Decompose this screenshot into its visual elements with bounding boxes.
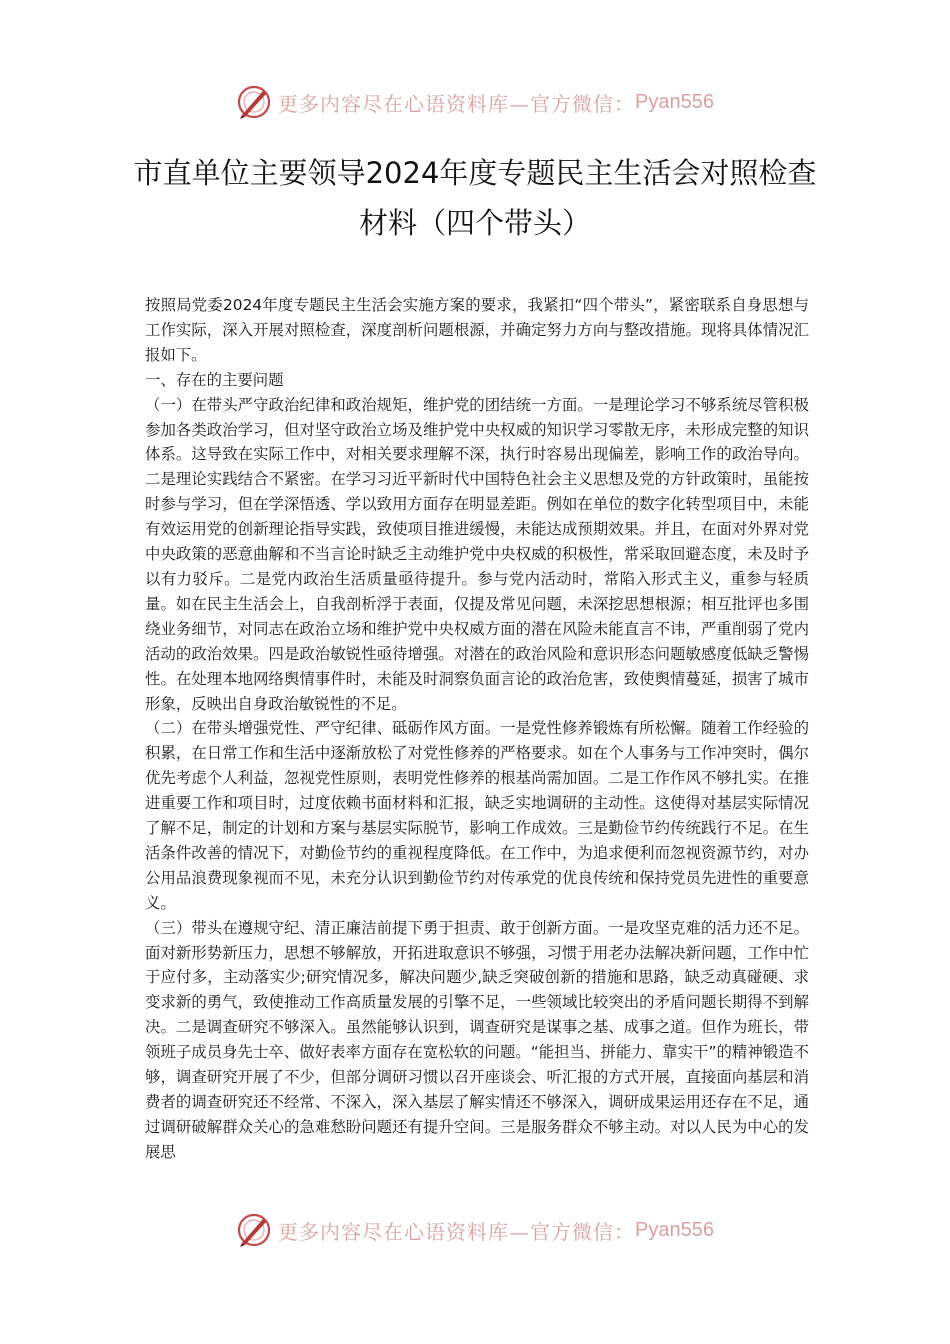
watermark-text: 更多内容尽在心语资料库—官方微信： bbox=[278, 1219, 636, 1244]
watermark-text: 更多内容尽在心语资料库—官方微信： bbox=[278, 91, 636, 116]
pen-logo-icon bbox=[236, 1212, 272, 1248]
pen-logo-icon bbox=[236, 84, 272, 120]
paragraph-2: （二）在带头增强党性、严守纪律、砥砺作风方面。一是党性修养锻炼有所松懈。随着工作经验的积累，在日常工作和生活中逐渐放松了对党性修养的严格要求。如在个人事务与工作冲突时，偶尔优先考虑个人利益，忽视党性原则，表明党性修养的根基尚需加固。二是工作作风不够扎实。在推进重要工作和项目时，过度依赖书面材料和汇报，缺乏实地调研的主动性。这使得对基层实际情况了解不足，制定的计划和方案与基层实际脱节，影响工作成效。三是勤俭节约传统践行不足。在生活条件改善的情况下，对勤俭节约的重视程度降低。在工作中，为追求便利而忽视资源节约，对办公用品浪费现象视而不见，未充分认识到勤俭节约对传承党的优良传统和保持党员先进性的重要意义。 bbox=[145, 719, 809, 912]
document-body bbox=[145, 293, 809, 1165]
footer-watermark-banner bbox=[0, 1210, 950, 1250]
paragraph-1: （一）在带头严守政治纪律和政治规矩，维护党的团结统一方面。一是理论学习不够系统尽管积极参加各类政治学习，但对坚守政治立场及维护党中央权威的知识学习零散无序，未形成完整的知识体系。这导致在实际工作中，对相关要求理解不深，执行时容易出现偏差，影响工作的政治导向。二是理论实践结合不紧密。在学习习近平新时代中国特色社会主义思想及党的方针政策时，虽能按时参与学习，但在学深悟透、学以致用方面存在明显差距。例如在单位的数字化转型项目中，未能有效运用党的创新理论指导实践，致使项目推进缓慢，未能达成预期效果。并且，在面对外界对党中央政策的恶意曲解和不当言论时缺乏主动维护党中央权威的积极性，常采取回避态度，未及时予以有力驳斥。二是党内政治生活质量亟待提升。参与党内活动时，常陷入形式主义，重参与轻质量。如在民主生活会上，自我剖析浮于表面，仅提及常见问题，未深挖思想根源；相互批评也多围绕业务细节，对同志在政治立场和维护党中央权威方面的潜在风险未能直言不讳，严重削弱了党内活动的政治效果。四是政治敏锐性亟待增强。对潜在的政治风险和意识形态问题敏感度低缺乏警惕性。在处理本地网络舆情事件时，未能及时洞察负面言论的政治危害，致使舆情蔓延，损害了城市形象，反映出自身政治敏锐性的不足。 bbox=[145, 395, 809, 713]
section-heading: 一、存在的主要问题 bbox=[145, 370, 284, 389]
wechat-id: Pyan556 bbox=[635, 90, 714, 113]
paragraph-3: （三）带头在遵规守纪、清正廉洁前提下勇于担责、敢于创新方面。一是攻坚克难的活力还不足。面对新形势新压力，思想不够解放，开拓进取意识不够强，习惯于用老办法解决新问题，工作中忙于应付多，主动落实少;研究情况多，解决问题少,缺乏突破创新的措施和思路，缺乏动真碰硬、求变求新的勇气，致使推动工作高质量发展的引擎不足，一些领域比较突出的矛盾问题长期得不到解决。二是调查研究不够深入。虽然能够认识到，调查研究是谋事之基、成事之道。但作为班长，带领班子成员身先士卒、做好表率方面存在宽松软的问题。“能担当、拼能力、靠实干”的精神锻造不够，调查研究开展了不少，但部分调研习惯以召开座谈会、听汇报的方式开展，直接面向基层和消费者的调查研究还不经常、不深入，深入基层了解实情还不够深入，调研成果运用还存在不足，通过调研破解群众关心的急难愁盼问题还有提升空间。三是服务群众不够主动。对以人民为中心的发展思 bbox=[145, 918, 809, 1161]
wechat-id: Pyan556 bbox=[635, 1218, 714, 1241]
header-watermark-banner bbox=[0, 82, 950, 122]
intro-paragraph: 按照局党委2024年度专题民主生活会实施方案的要求，我紧扣“四个带头”，紧密联系自身思想与工作实际，深入开展对照检查，深度剖析问题根源，并确定努力方向与整改措施。现将具体情况汇报如下。 bbox=[145, 296, 809, 364]
document-title: 市直单位主要领导2024年度专题民主生活会对照检查材料（四个带头） bbox=[133, 156, 817, 240]
